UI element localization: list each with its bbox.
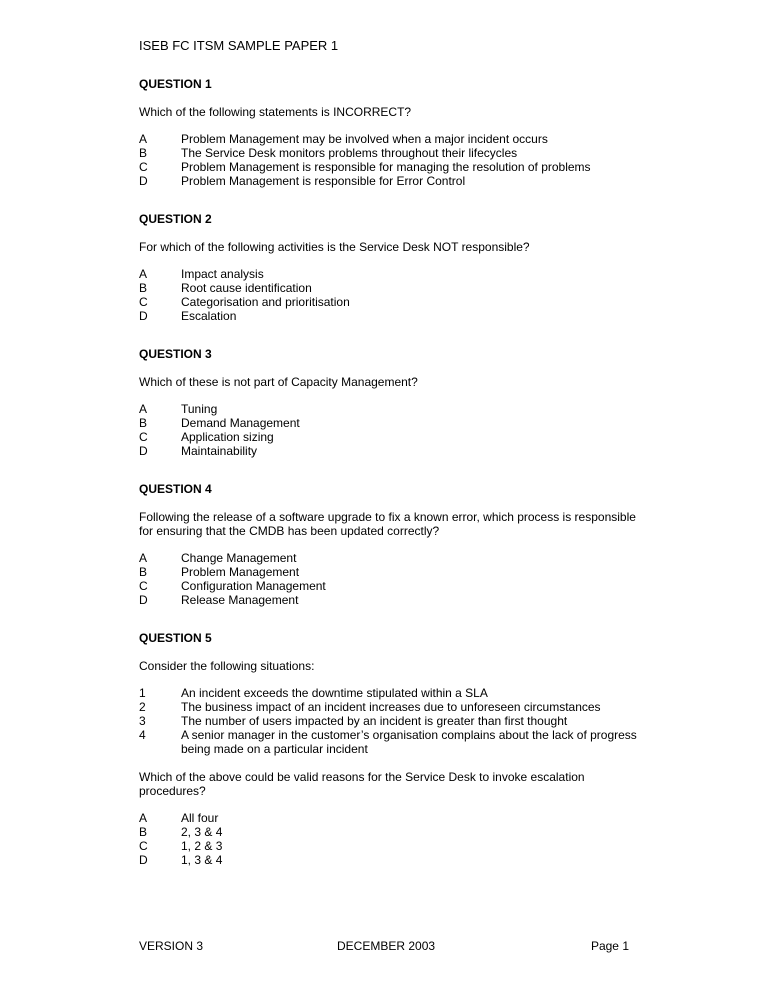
- footer-version: VERSION 3: [139, 939, 204, 953]
- question-2: [139, 212, 639, 323]
- option-text: Demand Management: [181, 416, 300, 430]
- option-b: [139, 146, 639, 160]
- document-title: ISEB FC ITSM SAMPLE PAPER 1: [139, 38, 339, 53]
- option-text: 2, 3 & 4: [181, 825, 223, 839]
- option-c: [139, 430, 639, 444]
- situation-label: 1: [139, 686, 146, 700]
- option-a: [139, 551, 639, 565]
- option-text: Problem Management is responsible for managing the resolution of problems: [181, 160, 591, 174]
- option-text: Problem Management may be involved when a major incident occurs: [181, 132, 548, 146]
- option-label: D: [139, 174, 148, 188]
- option-text: Maintainability: [181, 444, 258, 458]
- option-label: B: [139, 416, 148, 430]
- question-followup: Which of the above could be valid reasons for the Service Desk to invoke escalation procedures?: [139, 770, 585, 798]
- situation-label: 4: [139, 728, 146, 742]
- option-b: [139, 565, 639, 579]
- option-list: [139, 551, 639, 607]
- option-text: 1, 2 & 3: [181, 839, 223, 853]
- footer-date: DECEMBER 2003: [337, 939, 436, 953]
- option-list: [139, 267, 639, 323]
- option-d: [139, 309, 639, 323]
- question-3: [139, 347, 639, 458]
- option-label: B: [139, 281, 148, 295]
- option-list: [139, 402, 639, 458]
- option-text: 1, 3 & 4: [181, 853, 223, 867]
- option-a: [139, 811, 639, 825]
- question-1: [139, 77, 639, 188]
- option-text: Problem Management is responsible for Error Control: [181, 174, 466, 188]
- footer-page-number: Page 1: [590, 939, 629, 953]
- option-label: C: [139, 160, 148, 174]
- option-text: All four: [181, 811, 219, 825]
- situation-text: A senior manager in the customer’s organisation complains about the lack of progress being made on a particular incident: [181, 728, 637, 756]
- question-stem: For which of the following activities is the Service Desk NOT responsible?: [139, 240, 530, 254]
- option-c: [139, 839, 639, 853]
- option-list: [139, 132, 639, 188]
- option-label: D: [139, 853, 148, 867]
- situation-4: [139, 728, 639, 756]
- option-label: A: [139, 267, 148, 281]
- option-a: [139, 402, 639, 416]
- question-heading: QUESTION 1: [139, 77, 212, 91]
- option-label: B: [139, 825, 148, 839]
- option-c: [139, 295, 639, 309]
- option-text: Release Management: [181, 593, 299, 607]
- option-d: [139, 853, 639, 867]
- option-b: [139, 281, 639, 295]
- question-stem: Following the release of a software upgrade to fix a known error, which process is responsible for ensuring that the CMDB has been updated correctly?: [139, 510, 636, 538]
- option-a: [139, 132, 639, 146]
- question-stem: Which of the following statements is INCORRECT?: [139, 105, 412, 119]
- situation-text: An incident exceeds the downtime stipulated within a SLA: [181, 686, 488, 700]
- option-label: A: [139, 811, 148, 825]
- option-c: [139, 579, 639, 593]
- option-text: Categorisation and prioritisation: [181, 295, 350, 309]
- option-label: C: [139, 579, 148, 593]
- question-heading: QUESTION 4: [139, 482, 212, 496]
- option-label: A: [139, 402, 148, 416]
- option-text: Change Management: [181, 551, 297, 565]
- option-label: B: [139, 146, 148, 160]
- question-heading: QUESTION 5: [139, 631, 212, 645]
- option-label: C: [139, 295, 148, 309]
- situation-3: [139, 714, 639, 728]
- option-label: A: [139, 551, 148, 565]
- option-label: C: [139, 839, 148, 853]
- situation-text: The business impact of an incident increases due to unforeseen circumstances: [181, 700, 601, 714]
- situation-label: 2: [139, 700, 146, 714]
- option-text: Application sizing: [181, 430, 274, 444]
- question-5: [139, 631, 639, 867]
- option-text: Root cause identification: [181, 281, 312, 295]
- option-d: [139, 593, 639, 607]
- option-c: [139, 160, 639, 174]
- option-text: Problem Management: [181, 565, 300, 579]
- situation-text: The number of users impacted by an incident is greater than first thought: [181, 714, 568, 728]
- question-4: [139, 482, 639, 607]
- page-footer: [139, 939, 629, 954]
- option-text: Escalation: [181, 309, 237, 323]
- situation-label: 3: [139, 714, 146, 728]
- option-b: [139, 416, 639, 430]
- option-text: Tuning: [181, 402, 218, 416]
- question-heading: QUESTION 2: [139, 212, 212, 226]
- option-label: C: [139, 430, 148, 444]
- situation-2: [139, 700, 639, 714]
- option-label: D: [139, 309, 148, 323]
- situation-list: [139, 686, 639, 756]
- option-label: B: [139, 565, 148, 579]
- question-stem: Which of these is not part of Capacity Management?: [139, 375, 418, 389]
- option-label: D: [139, 444, 148, 458]
- option-list: [139, 811, 639, 867]
- situation-1: [139, 686, 639, 700]
- option-label: D: [139, 593, 148, 607]
- option-text: Impact analysis: [181, 267, 264, 281]
- option-d: [139, 444, 639, 458]
- question-stem: Consider the following situations:: [139, 659, 315, 673]
- question-heading: QUESTION 3: [139, 347, 212, 361]
- option-d: [139, 174, 639, 188]
- option-text: The Service Desk monitors problems throughout their lifecycles: [181, 146, 518, 160]
- page-content: [139, 38, 639, 891]
- option-text: Configuration Management: [181, 579, 326, 593]
- option-b: [139, 825, 639, 839]
- option-label: A: [139, 132, 148, 146]
- option-a: [139, 267, 639, 281]
